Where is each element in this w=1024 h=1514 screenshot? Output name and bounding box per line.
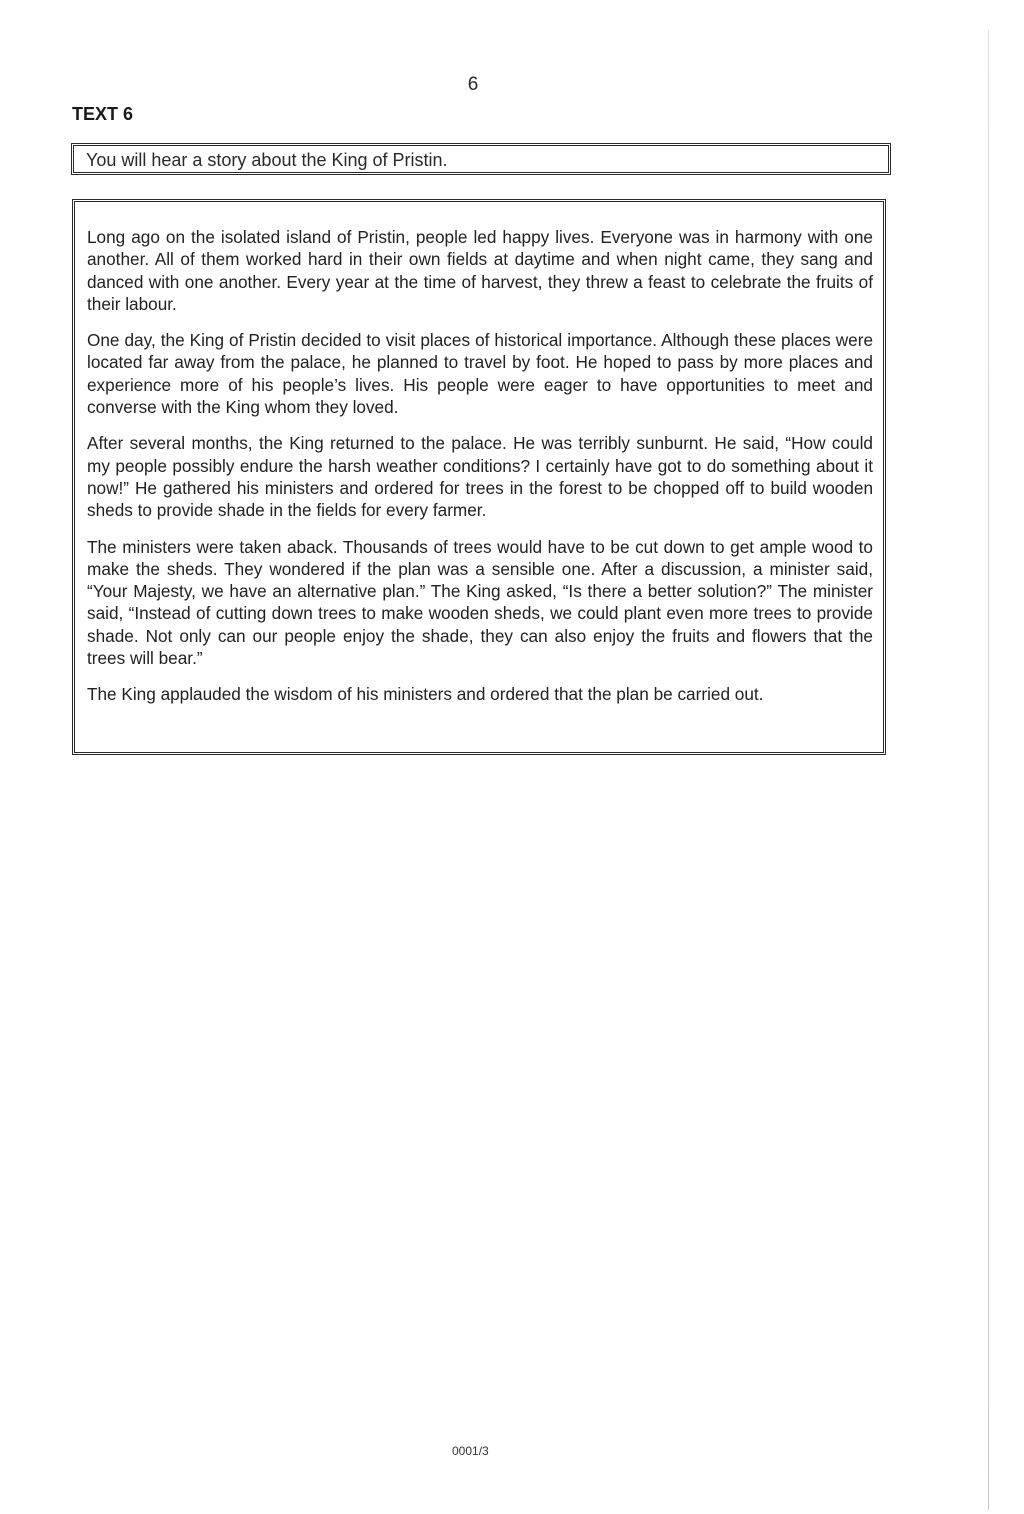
story-box bbox=[72, 199, 886, 755]
story-paragraph-5: The King applauded the wisdom of his ministers and ordered that the plan be carried out. bbox=[87, 684, 764, 705]
story-paragraph-2: One day, the King of Pristin decided to visit places of historical importance. Although these places were located far away from the palace, he planned to travel by foot. He hoped to pass by more places and experience more of his people’s lives. His people were eager to have opportunities to meet and converse with the King whom they loved. bbox=[87, 330, 873, 418]
page-number: 6 bbox=[467, 74, 479, 95]
intro-box bbox=[71, 143, 891, 175]
page-edge-line bbox=[988, 30, 989, 1510]
intro-text: You will hear a story about the King of Pristin. bbox=[86, 150, 448, 170]
story-paragraph-4: The ministers were taken aback. Thousands of trees would have to be cut down to get ample wood to make the sheds. They wondered if the plan was a sensible one. After a discussion, a minister said, “Your Majesty, we have an alternative plan.” The King asked, “Is there a better solution?” The minister said, “Instead of cutting down trees to make wooden sheds, we could plant even more trees to provide shade. Not only can our people enjoy the shade, they can also enjoy the fruits and flowers that the trees will bear.” bbox=[87, 536, 873, 669]
story-paragraph-3: After several months, the King returned to the palace. He was terribly sunburnt. He said, “How could my people possibly endure the harsh weather conditions? I certainly have got to do something about it now!” He gathered his ministers and ordered for trees in the forest to be chopped off to build wooden sheds to provide shade in the fields for every farmer. bbox=[87, 433, 873, 521]
footer-code: 0001/3 bbox=[452, 1444, 489, 1458]
section-label: TEXT 6 bbox=[72, 104, 134, 124]
story-paragraph-1: Long ago on the isolated island of Pristin, people led happy lives. Everyone was in harmony with one another. All of them worked hard in their own fields at daytime and when night came, they sang and danced with one another. Every year at the time of harvest, they threw a feast to celebrate the fruits of their labour. bbox=[87, 227, 873, 314]
